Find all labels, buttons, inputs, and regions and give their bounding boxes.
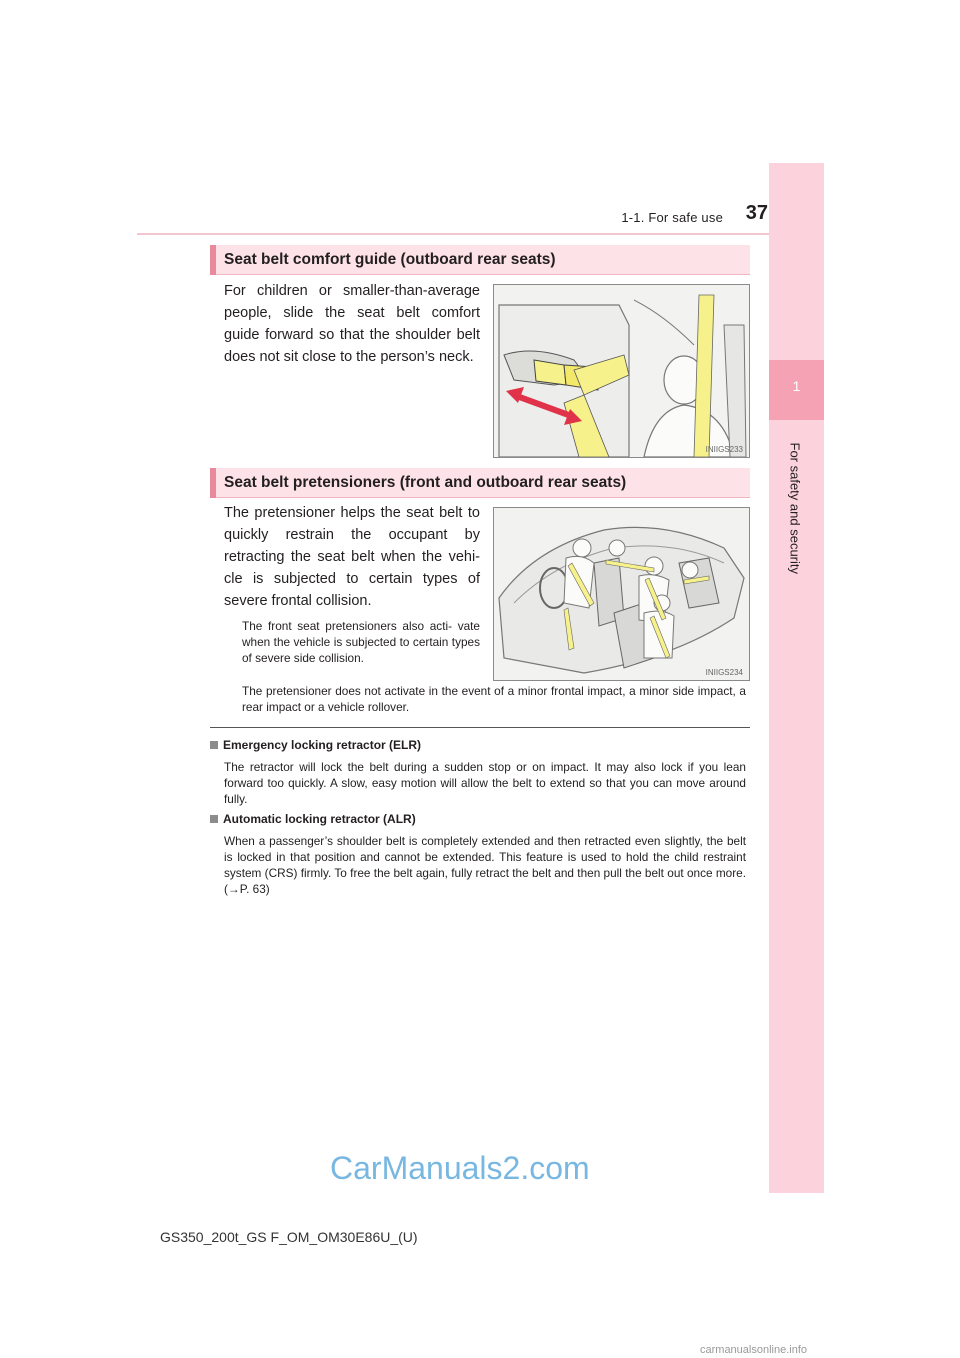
bullet-square-icon xyxy=(210,741,218,749)
seatbelt-guide-diagram xyxy=(494,285,749,457)
vehicle-cabin-diagram xyxy=(494,508,749,680)
pretensioner-illustration xyxy=(493,507,750,681)
document-code-footer: GS350_200t_GS F_OM_OM30E86U_(U) xyxy=(160,1229,418,1245)
pretensioner-text: The pretensioner helps the seat belt to quickly restrain the occupant by retracting the seat belt when the vehi- cle is subjected to certain types of severe frontal collision. xyxy=(224,505,480,609)
pretensioner-note-side: The front seat pretensioners also acti- vate when the vehicle is subjected to certain types of severe side collision. xyxy=(242,619,480,665)
chapter-tab-strip xyxy=(769,163,824,1193)
notes-divider xyxy=(210,727,750,728)
bullet-square-icon xyxy=(210,815,218,823)
figure-code: INIIGS234 xyxy=(705,668,743,677)
section-title: Seat belt comfort guide (outboard rear seats) xyxy=(224,251,556,268)
page-number: 37 xyxy=(745,202,768,224)
section-title: Seat belt pretensioners (front and outboard rear seats) xyxy=(224,474,627,491)
section-label: 1-1. For safe use xyxy=(621,210,723,225)
pretensioner-note-limits: The pretensioner does not activate in the event of a minor frontal impact, a minor side impact, a rear impact or a vehicle rollover. xyxy=(242,684,746,714)
watermark-bottom: carmanualsonline.info xyxy=(700,1344,808,1356)
watermark: CarManuals2.com xyxy=(330,1150,590,1186)
section-heading-pretensioners xyxy=(210,468,750,498)
note-heading-alr: Automatic locking retractor (ALR) xyxy=(210,812,416,826)
chapter-number: 1 xyxy=(792,378,801,394)
comfort-guide-text: For children or smaller-than-average people, slide the seat belt comfort guide forward so that the shoulder belt does not sit close to the person’s neck. xyxy=(224,283,480,365)
note-text-elr: The retractor will lock the belt during a sudden stop or on impact. It may also lock if you lean forward too quickly. A slow, easy motion will allow the belt to extend so that you can move around fully. xyxy=(224,760,746,806)
header-divider xyxy=(137,233,823,235)
note-heading-elr: Emergency locking retractor (ELR) xyxy=(210,738,421,752)
section-heading-comfort-guide xyxy=(210,245,750,275)
comfort-guide-illustration xyxy=(493,284,750,458)
figure-code: INIIGS233 xyxy=(705,445,743,454)
chapter-title: For safety and security xyxy=(787,442,803,574)
note-text-alr: When a passenger’s shoulder belt is completely extended and then retracted even slightly, the belt is locked in that position and cannot be extended. This feature is used to hold the child restraint system (CRS) firmly. To free the belt again, fully retract the belt and then pull the belt out once more. (→P. 63) xyxy=(224,834,746,896)
